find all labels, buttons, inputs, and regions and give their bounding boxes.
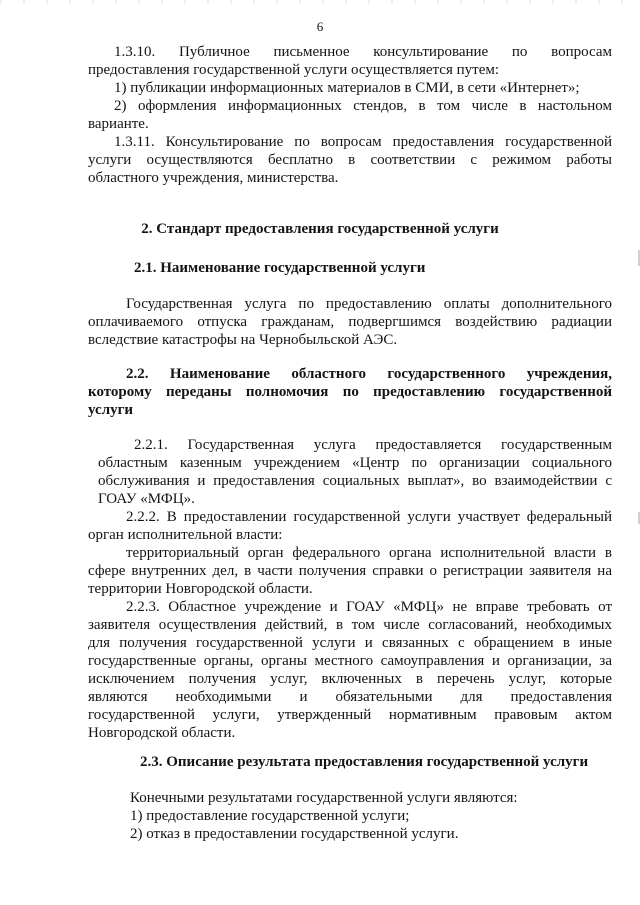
paragraph-line: государственные органы, органы местного самоуправления и организации, за [88,653,612,669]
paragraph-line: 1.3.11. Консультирование по вопросам предоставления государственной [114,134,612,150]
paragraph-line: варианте. [88,116,149,132]
paragraph-line: сфере внутренних дел, в части получения справки о регистрации заявителя на [88,563,612,579]
paragraph-line: являются необходимыми и обязательными для предоставления [88,689,612,705]
list-item: 2) отказ в предоставлении государственной услуги. [130,826,459,842]
paragraph-line: 2.2.3. Областное учреждение и ГОАУ «МФЦ» не вправе требовать от [126,599,612,615]
paragraph-line: орган исполнительной власти: [88,527,283,543]
list-item: 2) оформления информационных стендов, в том числе в настольном [114,98,612,114]
paragraph-line: 2.2.1. Государственная услуга предоставляется государственным [134,437,612,453]
list-item: 1) предоставление государственной услуги; [130,808,410,824]
subsection-heading: 2.1. Наименование государственной услуги [134,260,426,276]
paragraph-line: предоставления государственной услуги осуществляется путем: [88,62,500,78]
section-heading: 2. Стандарт предоставления государственной услуги [141,221,499,237]
subsection-heading: услуги [88,402,134,418]
paragraph-line: государственной услуги, утвержденный нормативным правовым актом [88,707,612,723]
paragraph-line: обслуживания и предоставления социальных выплат», во взаимодействии с [98,473,612,489]
list-item: 1) публикации информационных материалов в СМИ, в сети «Интернет»; [114,80,580,96]
paragraph-line: для получения государственной услуги и связанных с обращением в иные [88,635,612,651]
paragraph-line: вследствие катастрофы на Чернобыльской АЭС. [88,332,398,348]
subsection-heading: 2.3. Описание результата предоставления государственной услуги [140,754,589,770]
paragraph-line: территориальный орган федерального органа исполнительной власти в [126,545,612,561]
page-number: 6 [316,19,324,34]
paragraph-line: Новгородской области. [88,725,236,741]
paragraph-line: Государственная услуга по предоставлению оплаты дополнительного [126,296,612,312]
paragraph-line: 1.3.10. Публичное письменное консультирование по вопросам [114,44,612,60]
paragraph-line: оплачиваемого отпуска гражданам, подвергшимся воздействию радиации [88,314,612,330]
paragraph-line: услуги осуществляются бесплатно в соответствии с режимом работы [88,152,612,168]
paragraph-line: областного учреждения, министерства. [88,170,339,186]
paragraph-line: территории Новгородской области. [88,581,313,597]
paragraph-line: заявителя осуществления действий, в том числе согласований, необходимых [88,617,612,633]
subsection-heading: 2.2. Наименование областного государственного учреждения, [126,366,612,382]
paragraph-line: Конечными результатами государственной услуги являются: [130,790,518,806]
subsection-heading: которому переданы полномочия по предоставлению государственной [88,384,612,400]
paragraph-line: 2.2.2. В предоставлении государственной услуги участвует федеральный [126,509,612,525]
paragraph-line: ГОАУ «МФЦ». [98,491,195,507]
scan-noise [0,0,640,4]
paragraph-line: областным казенным учреждением «Центр по организации социального [98,455,612,471]
paragraph-line: исключением получения услуг, включенных в перечень услуг, которые [88,671,612,687]
